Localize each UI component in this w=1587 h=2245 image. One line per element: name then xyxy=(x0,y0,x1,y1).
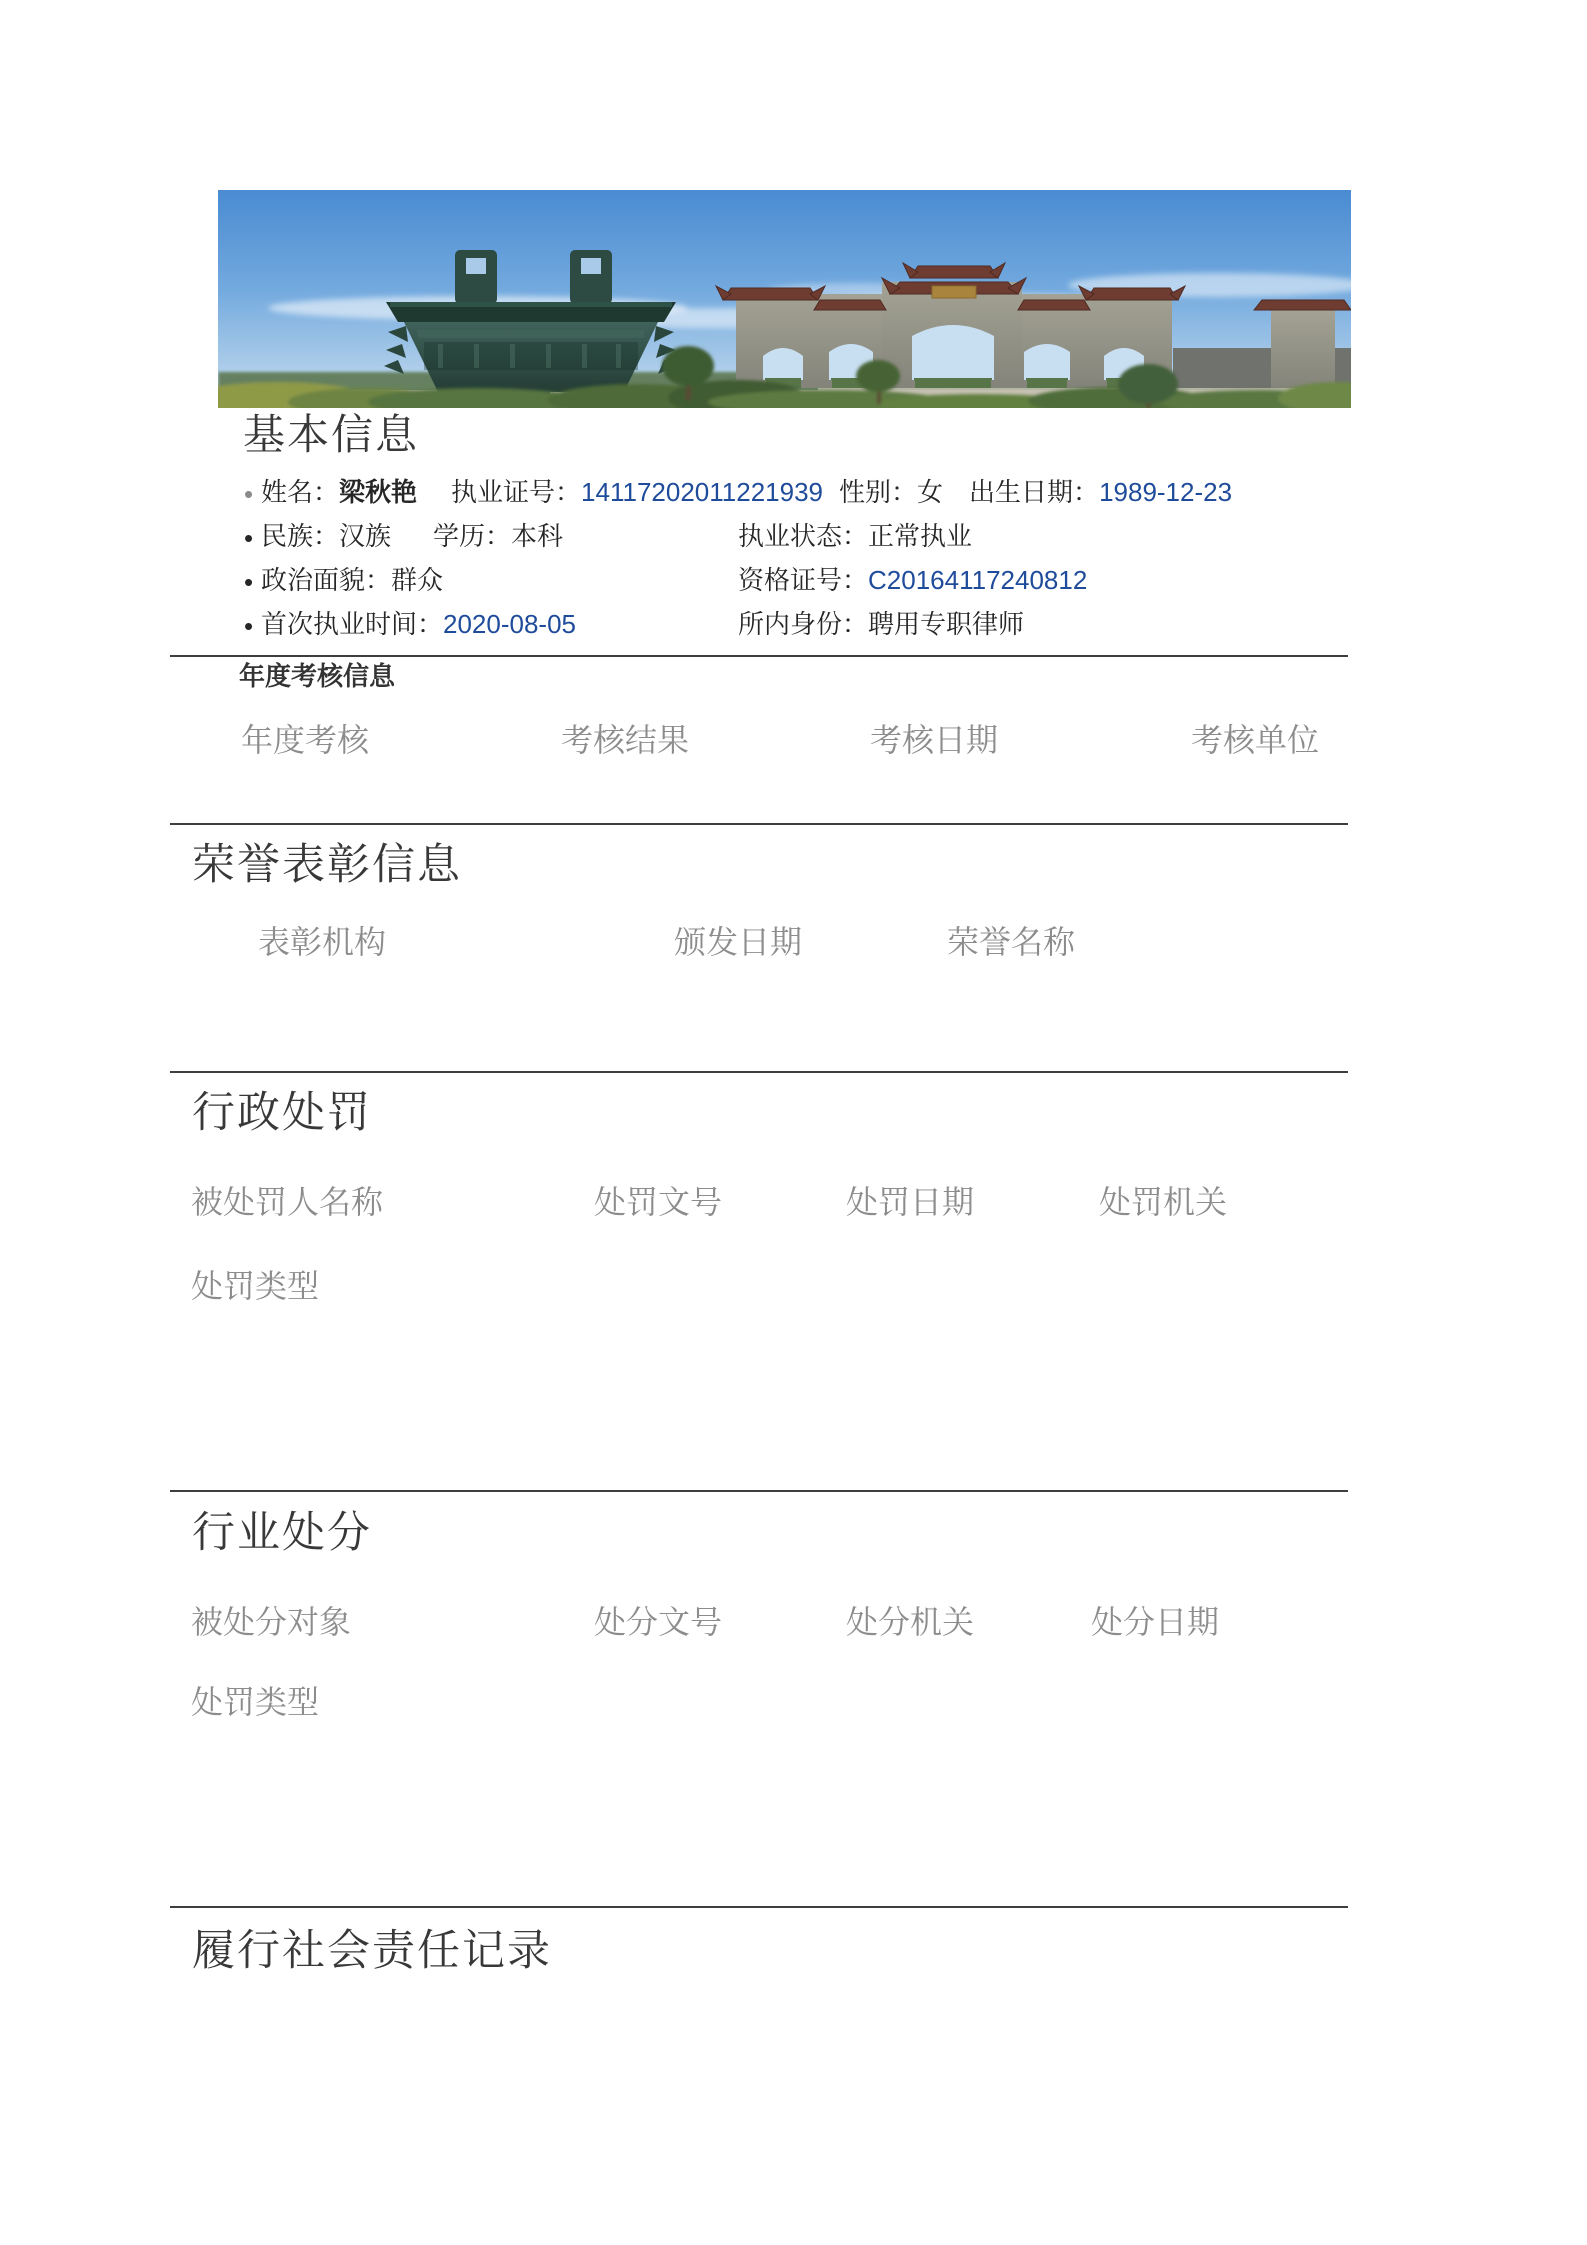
status-value: 正常执业 xyxy=(868,521,973,551)
birth-value: 1989-12-23 xyxy=(1099,477,1233,507)
qualification-value: C20164117240812 xyxy=(868,565,1088,595)
basic-info-row-2-left xyxy=(261,521,563,552)
ethnic-value: 汉族 xyxy=(339,521,392,551)
annual-assessment-title: 年度考核信息 xyxy=(239,661,396,691)
bullet-icon: • xyxy=(244,479,254,509)
license-value: 14117202011221939 xyxy=(581,477,824,507)
column-header-disciplined-subject: 被处分对象 xyxy=(191,1604,352,1640)
industry-discipline-title: 行业处分 xyxy=(192,1510,372,1557)
separator xyxy=(170,1071,1348,1073)
separator xyxy=(170,1906,1348,1908)
column-header-assessment-result: 考核结果 xyxy=(561,722,690,758)
separator xyxy=(170,655,1348,657)
education-label: 学历： xyxy=(433,521,512,551)
admin-penalty-title: 行政处罚 xyxy=(192,1090,372,1137)
column-header-penalty-organ: 处罚机关 xyxy=(1099,1184,1228,1220)
basic-info-row-3-left xyxy=(261,565,443,596)
status-label: 执业状态： xyxy=(738,521,869,551)
gender-value: 女 xyxy=(917,477,944,507)
basic-info-title: 基本信息 xyxy=(243,413,420,459)
column-header-honor-org: 表彰机构 xyxy=(258,924,387,960)
basic-info-row-2-right xyxy=(738,521,972,552)
column-header-discipline-organ: 处分机关 xyxy=(846,1604,975,1640)
name-value: 梁秋艳 xyxy=(339,477,418,507)
column-header-discipline-doc: 处分文号 xyxy=(594,1604,723,1640)
column-header-honor-date: 颁发日期 xyxy=(674,924,803,960)
column-header-honor-name: 荣誉名称 xyxy=(947,924,1076,960)
landmark-photo-illustration xyxy=(218,190,1351,408)
column-header-discipline-type: 处罚类型 xyxy=(191,1684,320,1720)
column-header-assessment-date: 考核日期 xyxy=(870,722,999,758)
basic-info-row-4-right xyxy=(738,609,1024,640)
honors-title: 荣誉表彰信息 xyxy=(192,842,462,889)
education-value: 本科 xyxy=(511,521,564,551)
qualification-label: 资格证号： xyxy=(738,565,869,595)
bullet-icon: • xyxy=(244,523,254,553)
ethnic-label: 民族： xyxy=(261,521,340,551)
basic-info-row-1 xyxy=(261,477,1232,508)
basic-info-row-3-right xyxy=(738,565,1087,596)
first-practice-value: 2020-08-05 xyxy=(443,609,577,639)
license-label: 执业证号： xyxy=(451,477,582,507)
separator xyxy=(170,1490,1348,1492)
column-header-assessment-year: 年度考核 xyxy=(241,722,370,758)
separator xyxy=(170,823,1348,825)
column-header-penalty-date: 处罚日期 xyxy=(846,1184,975,1220)
gate-plaque xyxy=(932,286,976,298)
political-label: 政治面貌： xyxy=(261,565,392,595)
gender-label: 性别： xyxy=(839,477,918,507)
column-header-penalized-name: 被处罚人名称 xyxy=(191,1184,384,1220)
column-header-penalty-type: 处罚类型 xyxy=(191,1268,320,1304)
column-header-assessment-unit: 考核单位 xyxy=(1191,722,1320,758)
social-responsibility-title: 履行社会责任记录 xyxy=(192,1928,552,1975)
column-header-discipline-date: 处分日期 xyxy=(1091,1604,1220,1640)
political-value: 群众 xyxy=(391,565,444,595)
bullet-icon: • xyxy=(244,611,254,641)
firm-role-label: 所内身份： xyxy=(738,609,869,639)
name-label: 姓名： xyxy=(261,477,340,507)
basic-info-row-4-left xyxy=(261,609,576,640)
bullet-icon: • xyxy=(244,567,254,597)
column-header-penalty-doc: 处罚文号 xyxy=(594,1184,723,1220)
first-practice-label: 首次执业时间： xyxy=(261,609,444,639)
birth-label: 出生日期： xyxy=(969,477,1100,507)
firm-role-value: 聘用专职律师 xyxy=(868,609,1025,639)
header-photo xyxy=(218,190,1351,408)
